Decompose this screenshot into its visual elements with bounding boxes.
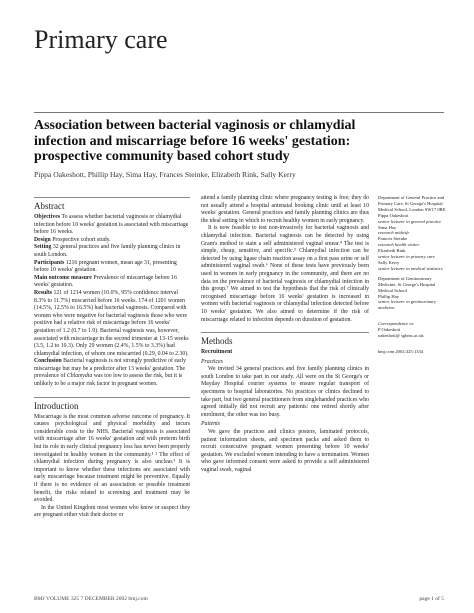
conclusion-text-italic: Chlamydia [66, 373, 93, 380]
correspondence-email[interactable]: oakeshott@ sghms.ac.uk [378, 333, 424, 339]
practices-heading: Practices [201, 358, 223, 365]
abstract-objectives [34, 214, 190, 237]
design-text: Prospective cohort study. [52, 236, 111, 243]
introduction-paragraph-2: In the United Kingdom most women who know or suspect they are pregnant either visit their doctor or [34, 504, 190, 519]
practices-paragraph: We invited 34 general practices and five family planning clinics in south London to take part in our study. All were on the St George's or Mayday Hospital courier systems to ensure regular transport of specimens to hospital laboratories. No practices or clinics declined to take part, but two general practitioners from singlehanded practices who agreed initially did not recruit any patients: one retired shortly after enrolment, the other was too busy. [201, 366, 369, 418]
affiliation-line: research health visitor [378, 242, 420, 248]
introduction-divider [34, 397, 190, 398]
author-list: Pippa Oakeshott, Phillip Hay, Sima Hay, Frances Steinke, Elizabeth Rink, Sally Kerry [34, 170, 296, 179]
affiliation-line: senior lecturer in general practice [378, 218, 442, 224]
affiliation-line: Phillip Hay [378, 293, 400, 299]
title-divider [34, 112, 444, 113]
conclusion-text-post: was too low to assess the risk, but it is unlikely to be a major risk factor in pregnant women. [34, 373, 183, 388]
correspondence-block [378, 321, 446, 339]
intro-continuation-paragraph-1: attend a family planning clinic where pregnancy testing is free; they do not usually attend a hospital antenatal booking clinic until at least 10 weeks' gestation. General practices and family planning clinics are thus the ideal setting in which to recruit healthy women in early pregnancy. [201, 195, 369, 224]
introduction-paragraph-1: Miscarriage is the most common adverse outcome of pregnancy. It causes psychological and physical morbidity and incurs considerable costs to the NHS. Bacterial vaginosis is associated with miscarriage after 16 weeks' gestation and with preterm birth but its role in early clinical pregnancy loss has never been properly investigated in healthy women in the community.¹ ² The effect of chlamydial infection during pregnancy is also unclear.³ It is important to know whether these infections are associated with early miscarriage because treatment might be preventive. Equally if there is no evidence of an association or possible treatment benefit, the risks related to screening and treatment may be avoided. [34, 413, 190, 504]
affiliation-line: research midwife [378, 230, 410, 236]
methods-divider [201, 332, 369, 333]
abstract-results [34, 290, 190, 358]
bmj-citation: bmj.com 2002;325:1334 [378, 348, 424, 354]
results-text: 121 of 1214 women (10.0%, 95% confidence interval 8.3% to 11.7%) miscarried before 16 weeks. 174 of 1201 women (14.5%, 12.5% to 16.5%) had bacterial vaginosis. Compared with women who were negative for bacterial vaginosis those who were positive had a relative risk of miscarriage before 16 weeks' gestation of 1.2 (0.7 to 1.9). Bacterial vaginosis was, however, associated with miscarriage in the second trimester at 13-15 weeks (3.5, 1.2 to 10.3). Only 29 women (2.4%, 1.5% to 3.3%) had chlamydial infection, of whom one miscarried (0.29, 0.04 to 2.30). [34, 289, 189, 357]
conclusion-label: Conclusion [34, 358, 62, 365]
affiliation-line: Department of General Practice and Primary Care, St George's Hospital Medical School, London SW17 0RE [378, 195, 446, 212]
abstract-participants [34, 260, 190, 275]
main-outcome-label: Main outcome measure [34, 274, 92, 281]
setting-text: 32 general practices and five family planning clinics in south London. [34, 244, 181, 258]
abstract-divider [34, 197, 190, 198]
article-title: Association between bacterial vaginosis or chlamydial infection and miscarriage before 16 weeks' gestation: prospective community based cohort study [34, 118, 356, 164]
correspondence-label: Correspondence to: [378, 321, 415, 327]
footer-page-number: page 1 of 5 [419, 596, 444, 602]
footer-journal-info: BMJ VOLUME 325 7 DECEMBER 2002 bmj.com [34, 596, 148, 602]
affiliation-line: senior lecturer in genitourinary medicine [378, 299, 437, 311]
methods-heading: Methods [201, 336, 233, 347]
affiliation-line: senior lecturer in primary care [378, 254, 435, 260]
objectives-label: Objectives [34, 214, 61, 220]
affiliation-department-gp [378, 195, 446, 272]
main-outcome-text: Prevalence of miscarriage before 16 weeks' gestation. [34, 274, 178, 289]
affiliation-line: Sally Kerry [378, 259, 400, 265]
affiliation-line: Frances Steinke [378, 236, 408, 242]
patients-paragraph: We gave the practices and clinics posters, laminated protocols, patient information sheets, and specimen packs and asked them to recruit consecutive pregnant women presenting before 10 weeks' gestation. We excluded women intending to have a termination. Women who gave informed consent were asked to provide a self administered vaginal swab, vaginal [201, 429, 369, 473]
patients-heading: Patients [201, 421, 220, 428]
affiliation-line: Pippa Oakeshott [378, 212, 409, 218]
affiliations-sidebar [378, 195, 446, 355]
affiliation-line: Department of Genitourinary Medicine, St George's Hospital Medical School [378, 275, 436, 293]
abstract-main-outcome [34, 275, 190, 290]
introduction-heading: Introduction [34, 400, 79, 411]
results-label: Results [34, 289, 53, 296]
participants-text: 1216 pregnant women, mean age 31, presenting before 10 weeks' gestation. [34, 259, 177, 274]
abstract-conclusion [34, 358, 190, 388]
section-title: Primary care [34, 25, 168, 54]
intro-continuation-paragraph-2: It is now feasible to test non-invasively for bacterial vaginosis and chlamydial infection. Bacterial vaginosis can be detected by using Gram's method to stain a self administered vaginal smear.⁴ The test is simple, cheap, sensitive, and specific.⁵ Chlamydial infection can be detected by using ligase chain reaction assay on a first pass urine or self administered vaginal swab.⁶ None of these tests have previously been used in women in early pregnancy in the community, and there are no data on the prevalence of bacterial vaginosis or chlamydial infection in this group.⁷ We aimed to test the hypothesis that the risk of clinically recognised miscarriage before 16 weeks' gestation is increased in women with bacterial vaginosis or chlamydial infection detected before 10 weeks' gestation. We also aimed to determine if the risk of miscarriage related to infection depends on duration of gestation. [201, 225, 369, 323]
affiliation-line: Elizabeth Rink [378, 248, 406, 254]
abstract-setting [34, 244, 190, 259]
affiliation-department-gum [378, 276, 446, 311]
middle-column [201, 195, 369, 475]
objectives-text: To assess whether bacterial vaginosis or chlamydial infection before 10 weeks' gestation is associated with miscarriage before 16 weeks. [34, 214, 189, 236]
affiliation-line: senior lecturer in medical statistics [378, 265, 443, 271]
correspondence-name: P Oakeshott [378, 327, 401, 333]
conclusion-text-pre: Bacterial vaginosis is not strongly predictive of early miscarriage but may be a predictor after 13 weeks' gestation. The prevalence of [34, 358, 187, 380]
affiliation-line: Sima Hay [378, 224, 397, 230]
design-label: Design [34, 236, 51, 243]
abstract-heading: Abstract [34, 201, 65, 211]
left-column [34, 195, 190, 520]
participants-label: Participants [34, 259, 65, 266]
recruitment-heading: Recruitment [201, 349, 233, 356]
setting-label: Setting [34, 244, 52, 251]
